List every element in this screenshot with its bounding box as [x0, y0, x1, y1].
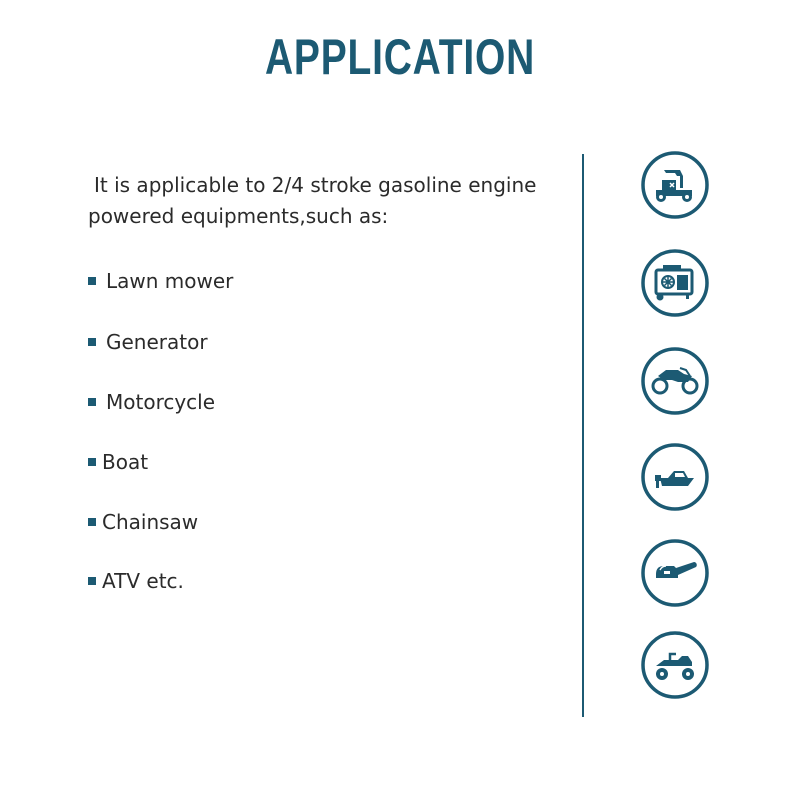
list-item [88, 507, 198, 537]
list-item-label: Boat [102, 450, 149, 474]
list-item-label: Generator [106, 330, 208, 354]
bullet-icon [88, 577, 96, 585]
intro-line-2: powered equipments,such as: [88, 204, 389, 228]
intro-text [88, 170, 578, 232]
bullet-icon [88, 338, 96, 346]
chainsaw-icon [640, 538, 710, 608]
atv-icon [640, 630, 710, 700]
generator-icon [640, 248, 710, 318]
intro-line-1: It is applicable to 2/4 stroke gasoline engine [94, 173, 537, 197]
list-item [88, 266, 233, 296]
list-item [88, 387, 215, 417]
bullet-icon [88, 518, 96, 526]
list-item-label: Lawn mower [106, 269, 234, 293]
bullet-icon [88, 398, 96, 406]
list-item [88, 447, 148, 477]
list-item [88, 327, 208, 357]
page-title: APPLICATION [264, 29, 536, 85]
list-item-label: Chainsaw [102, 510, 199, 534]
motorcycle-icon [640, 346, 710, 416]
bullet-icon [88, 458, 96, 466]
list-item [88, 566, 184, 596]
list-item-label: ATV etc. [102, 569, 184, 593]
lawn-mower-icon [640, 150, 710, 220]
boat-icon [640, 442, 710, 512]
vertical-divider [582, 154, 584, 717]
list-item-label: Motorcycle [106, 390, 216, 414]
bullet-icon [88, 277, 96, 285]
